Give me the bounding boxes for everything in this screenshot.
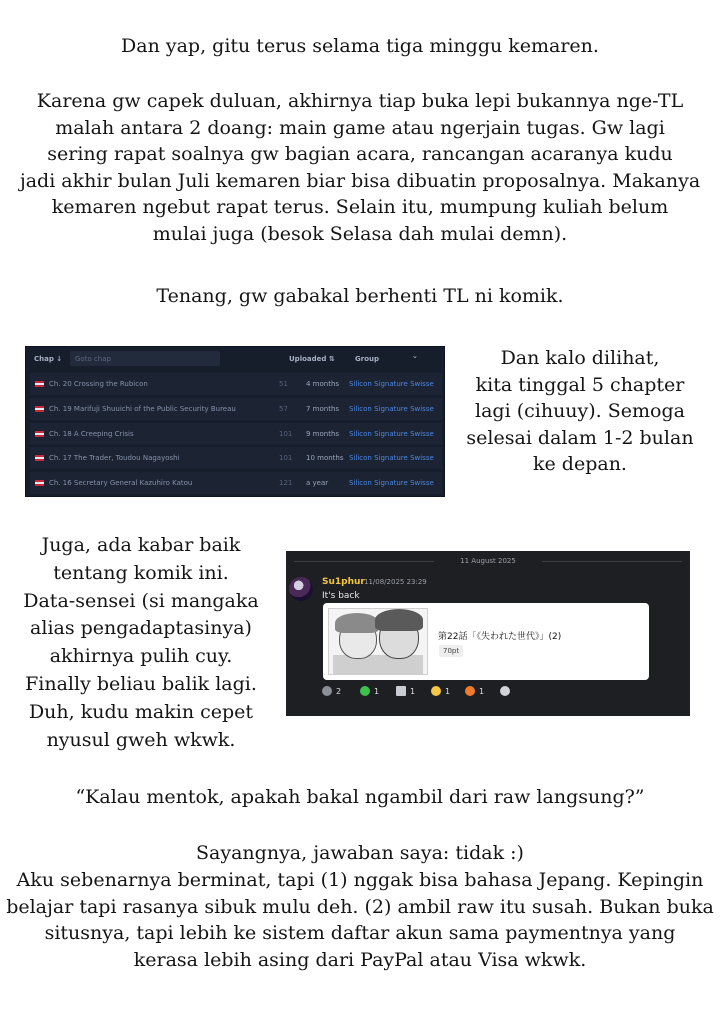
text-line: Dan kalo dilihat,	[500, 347, 660, 369]
embed-points-badge: 70pt	[439, 645, 463, 657]
reaction-spider[interactable]	[322, 686, 341, 702]
message-text: It's back	[322, 591, 360, 601]
chapter-group-link[interactable]: Silicon Signature Swisse	[349, 454, 434, 462]
uk-flag-icon	[35, 431, 44, 437]
paragraph-karena	[0, 88, 720, 247]
goto-chap-input[interactable]	[70, 351, 220, 366]
chapter-count: 121	[279, 479, 293, 487]
reaction-count: 2	[336, 687, 342, 696]
chapter-row[interactable]	[30, 373, 442, 395]
chapter-row[interactable]	[30, 472, 442, 494]
uk-flag-icon	[35, 406, 44, 412]
paragraph-quote	[0, 784, 720, 811]
chapter-row[interactable]	[30, 398, 442, 420]
uk-flag-icon	[35, 381, 44, 387]
paragraph-good-news	[10, 532, 272, 754]
chapter-title[interactable]: Ch. 20 Crossing the Rubicon	[49, 380, 148, 388]
group-header: Group	[355, 355, 380, 363]
reaction-count: 1	[445, 687, 451, 696]
text-line: “Kalau mentok, apakah bakal ngambil dari raw langsung?”	[75, 786, 645, 808]
text-line: Aku sebenarnya berminat, tapi (1) nggak bisa bahasa Jepang. Kepingin	[16, 868, 704, 891]
chapter-row[interactable]	[30, 423, 442, 445]
reaction-count: 1	[374, 687, 380, 696]
chapter-uploaded: 4 months	[306, 380, 340, 388]
text-line: Juga, ada kabar baik	[41, 534, 241, 556]
reaction-sticker[interactable]	[396, 686, 415, 702]
goto-chap-placeholder: Goto chap	[75, 355, 111, 363]
reaction-skull[interactable]	[500, 686, 514, 702]
chapter-title[interactable]: Ch. 16 Secretary General Kazuhiro Katou	[49, 479, 193, 487]
chapter-count: 101	[279, 430, 293, 438]
skull-icon	[500, 686, 510, 696]
text-line: lagi (cihuuy). Semoga	[475, 400, 685, 422]
paragraph-chapters-left	[455, 345, 705, 478]
chapter-title[interactable]: Ch. 18 A Creeping Crisis	[49, 430, 134, 438]
chapter-uploaded: 7 months	[306, 405, 340, 413]
link-embed-card[interactable]	[323, 603, 649, 680]
sticker-emoji-icon	[396, 686, 406, 696]
green-heart-icon	[360, 686, 370, 696]
chapter-row[interactable]	[30, 447, 442, 469]
reaction-count: 1	[479, 687, 485, 696]
chapter-uploaded: 10 months	[306, 454, 344, 462]
reaction-thumbs-up[interactable]	[431, 686, 450, 702]
text-line: jadi akhir bulan Juli kemaren biar bisa dibuatin proposalnya. Makanya	[19, 169, 701, 192]
chevron-down-icon[interactable]: ⌄	[412, 352, 418, 360]
paragraph-sayangnya	[0, 840, 720, 974]
message-timestamp: 11/08/2025 23:29	[364, 578, 427, 586]
text-line: Sayangnya, jawaban saya: tidak :)	[196, 842, 524, 864]
text-line: malah antara 2 doang: main game atau ngerjain tugas. Gw lagi	[55, 116, 665, 139]
text-line: ke depan.	[533, 453, 627, 475]
avatar[interactable]	[289, 577, 313, 601]
reaction-fire[interactable]	[465, 686, 484, 702]
text-line: selesai dalam 1-2 bulan	[466, 426, 694, 449]
chapter-uploaded: 9 months	[306, 430, 340, 438]
date-separator-label: 11 August 2025	[460, 557, 516, 565]
discord-message-screenshot	[286, 551, 690, 716]
chapter-count: 57	[279, 405, 288, 413]
chapter-group-link[interactable]: Silicon Signature Swisse	[349, 479, 434, 487]
chapter-count: 51	[279, 380, 288, 388]
reaction-green-heart[interactable]	[360, 686, 379, 702]
text-line: Karena gw capek duluan, akhirnya tiap buka lepi bukannya nge-TL	[36, 90, 684, 112]
text-line: belajar tapi rasanya sibuk mulu deh. (2) ambil raw itu susah. Bukan buka	[6, 895, 714, 918]
chapter-uploaded: a year	[306, 479, 329, 487]
text-line: situsnya, tapi lebih ke sistem daftar akun sama paymentnya yang	[44, 922, 676, 945]
thumbs-up-icon	[431, 686, 441, 696]
text-line: mulai juga (besok Selasa dah mulai demn).	[152, 222, 568, 245]
paragraph-dan-yap	[0, 33, 720, 60]
chapter-title[interactable]: Ch. 17 The Trader, Toudou Nagayoshi	[49, 454, 180, 462]
text-line: sering rapat soalnya gw bagian acara, rancangan acaranya kudu	[47, 143, 673, 165]
manga-thumbnail-image	[328, 608, 428, 675]
chapter-group-link[interactable]: Silicon Signature Swisse	[349, 430, 434, 438]
text-line: Finally beliau balik lagi.	[25, 672, 257, 695]
text-line: Duh, kudu makin cepet	[28, 700, 254, 723]
chap-sort-header[interactable]: Chap ↓	[34, 355, 63, 363]
text-line: alias pengadaptasinya)	[30, 617, 252, 640]
text-line: Data-sensei (si mangaka	[23, 589, 259, 612]
chapter-title[interactable]: Ch. 19 Marifuji Shuuichi of the Public Security Bureau	[49, 405, 236, 413]
text-line: Dan yap, gitu terus selama tiga minggu kemaren.	[121, 35, 599, 57]
uk-flag-icon	[35, 480, 44, 486]
text-line: nyusul gweh wkwk.	[46, 728, 236, 751]
text-line: Tenang, gw gabakal berhenti TL ni komik.	[156, 285, 564, 307]
chapter-group-link[interactable]: Silicon Signature Swisse	[349, 380, 434, 388]
text-line: tentang komik ini.	[53, 561, 229, 584]
paragraph-tenang	[0, 283, 720, 310]
chapter-list-screenshot	[25, 346, 445, 497]
chapter-group-link[interactable]: Silicon Signature Swisse	[349, 405, 434, 413]
username[interactable]: Su1phur	[322, 577, 365, 587]
chapter-list-header	[26, 347, 444, 371]
spider-emoji-icon	[322, 686, 332, 696]
chapter-count: 101	[279, 454, 293, 462]
uk-flag-icon	[35, 455, 44, 461]
text-line: kerasa lebih asing dari PayPal atau Visa wkwk.	[133, 949, 587, 972]
uploaded-sort-header[interactable]: Uploaded ⇅	[289, 355, 335, 363]
text-line: akhirnya pulih cuy.	[49, 645, 233, 668]
reaction-count: 1	[410, 687, 416, 696]
text-line: kemaren ngebut rapat terus. Selain itu, mumpung kuliah belum	[51, 196, 669, 218]
fire-icon	[465, 686, 475, 696]
text-line: kita tinggal 5 chapter	[475, 373, 685, 396]
embed-title[interactable]: 第22話「《失われた世代》」(2)	[438, 632, 562, 642]
